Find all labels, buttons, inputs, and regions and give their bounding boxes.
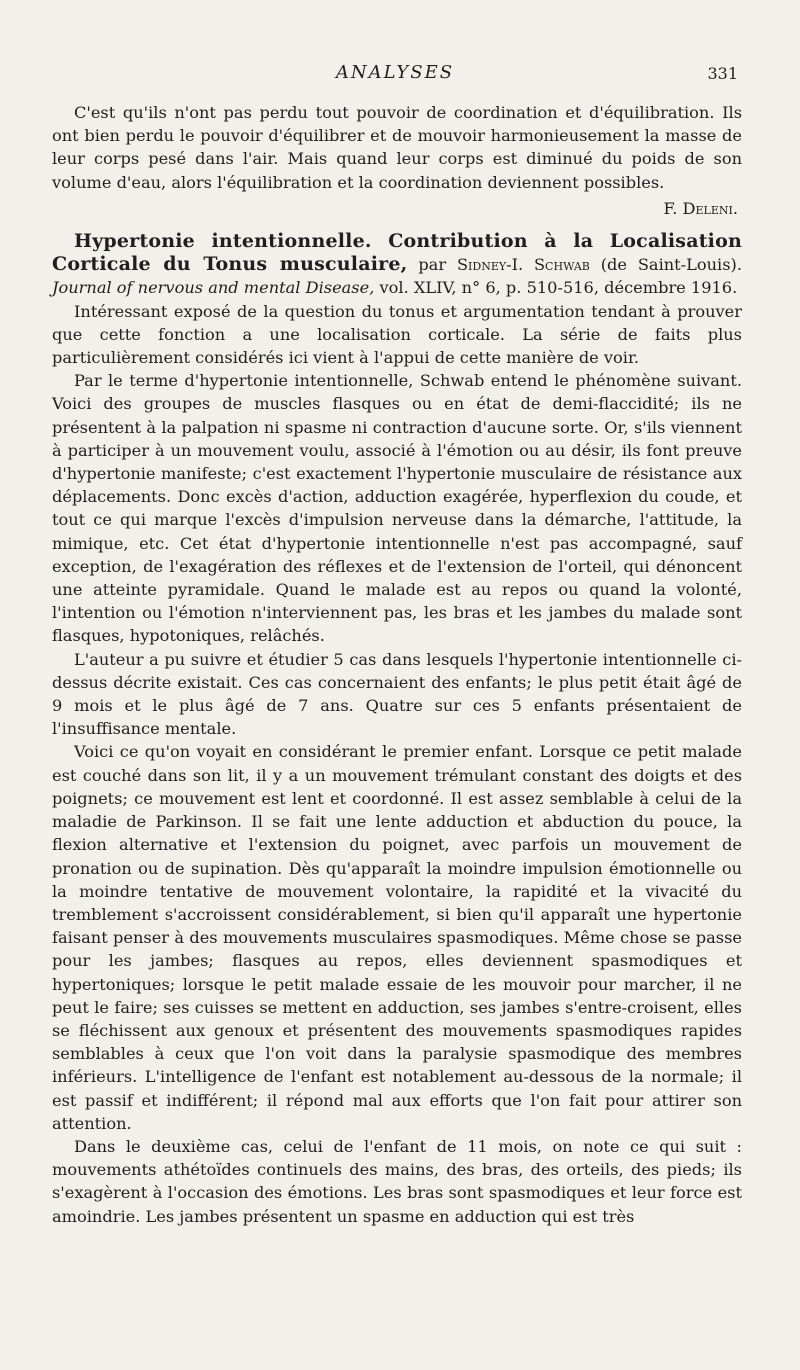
page-number: 331 bbox=[707, 64, 738, 83]
article-by: par bbox=[418, 255, 447, 275]
article-affiliation: (de Saint-Louis). bbox=[600, 255, 743, 275]
page-header bbox=[52, 62, 738, 92]
article-author: Sidney-I. Schwab bbox=[456, 255, 590, 275]
article-heading bbox=[52, 230, 742, 300]
article-paragraph: L'auteur a pu suivre et étudier 5 cas dans lesquels l'hypertonie intentionnelle ci-dessus décrite existait. Ces cas concernaient des enfants; le plus petit était âgé de 9 mois et le plus âgé de 7 ans. Quatre sur ces 5 enfants présentaient de l'insuffisance mentale. bbox=[52, 649, 742, 739]
page-body bbox=[52, 101, 742, 1228]
article-paragraph: Intéressant exposé de la question du tonus et argumentation tendant à prouver que cette fonction a une localisation corticale. La série de faits plus particulièrement considérés ici vient à l'appui de cette manière de voir. bbox=[52, 301, 742, 368]
previous-article-closing-paragraph: C'est qu'ils n'ont pas perdu tout pouvoir de coordination et d'équilibration. Ils ont bien perdu le pouvoir d'équilibrer et de mouvoir harmonieusement la masse de leur corps pesé dans l'air. Mais quand leur corps est diminué du poids de son volume d'eau, alors l'équilibration et la coordination deviennent possibles. bbox=[52, 103, 742, 192]
article-paragraph: Dans le deuxième cas, celui de l'enfant de 11 mois, on note ce qui suit : mouvements athétoïdes continuels des mains, des bras, des orteils, des pieds; ils s'exagèrent à l'occasion des émotions. Les bras sont spasmodiques et leur force est amoindrie. Les jambes présentent un spasme en adduction qui est très bbox=[52, 1136, 742, 1226]
journal-citation: vol. XLIV, n° 6, p. 510-516, décembre 1916. bbox=[379, 278, 738, 298]
journal-name: Journal of nervous and mental Disease, bbox=[52, 278, 375, 298]
reviewer-signature: F. Deleni. bbox=[663, 198, 738, 218]
running-title: ANALYSES bbox=[335, 62, 455, 83]
article-title: Hypertonie intentionnelle. Contribution à la Localisation Corticale du Tonus musculaire, bbox=[52, 230, 742, 276]
article-paragraph: Par le terme d'hypertonie intentionnelle, Schwab entend le phénomène suivant. Voici des groupes de muscles flasques ou en état de demi-flaccidité; ils ne présentent à la palpation ni spasme ni contraction d'aucune sorte. Or, s'ils viennent à participer à un mouvement voulu, associé à l'émotion ou au désir, ils font preuve d'hypertonie manifeste; c'est exactement l'hypertonie musculaire de résistance aux déplacements. Donc excès d'action, adduction exagérée, hyperflexion du coude, et tout ce qui marque l'excès d'impulsion nerveuse dans la démarche, l'attitude, la mimique, etc. Cet état d'hypertonie intentionnelle n'est pas accompagné, sauf exception, de l'exagération des réflexes et de l'extension de l'orteil, qui dénoncent une atteinte pyramidale. Quand le malade est au repos ou quand la volonté, l'intention ou l'émotion n'interviennent pas, les bras et les jambes du malade sont flasques, hypotoniques, relâchés. bbox=[52, 371, 742, 646]
article-paragraph: Voici ce qu'on voyait en considérant le premier enfant. Lorsque ce petit malade est couché dans son lit, il y a un mouvement trémulant constant des doigts et des poignets; ce mouvement est lent et coordonné. Il est assez semblable à celui de la maladie de Parkinson. Il se fait une lente adduction et abduction du pouce, la flexion alternative et l'extension du poignet, avec parfois un mouvement de pronation ou de supination. Dès qu'apparaît la moindre impulsion émotionnelle ou la moindre tentative de mouvement volontaire, la rapidité et la vivacité du tremblement s'accroissent considérablement, si bien qu'il apparaît une hypertonie faisant penser à des mouvements musculaires spasmodiques. Même chose se passe pour les jambes; flasques au repos, elles deviennent spasmodiques et hypertoniques; lorsque le petit malade essaie de les mouvoir pour marcher, il ne peut le faire; ses cuisses se mettent en adduction, ses jambes s'entre-croisent, elles se fléchissent aux genoux et présentent des mouvements spasmodiques rapides semblables à ceux que l'on voit dans la paralysie spasmodique des membres inférieurs. L'intelligence de l'enfant est notablement au-dessous de la normale; il est passif et indifférent; il répond mal aux efforts que l'on fait pour attirer son attention. bbox=[52, 742, 742, 1133]
